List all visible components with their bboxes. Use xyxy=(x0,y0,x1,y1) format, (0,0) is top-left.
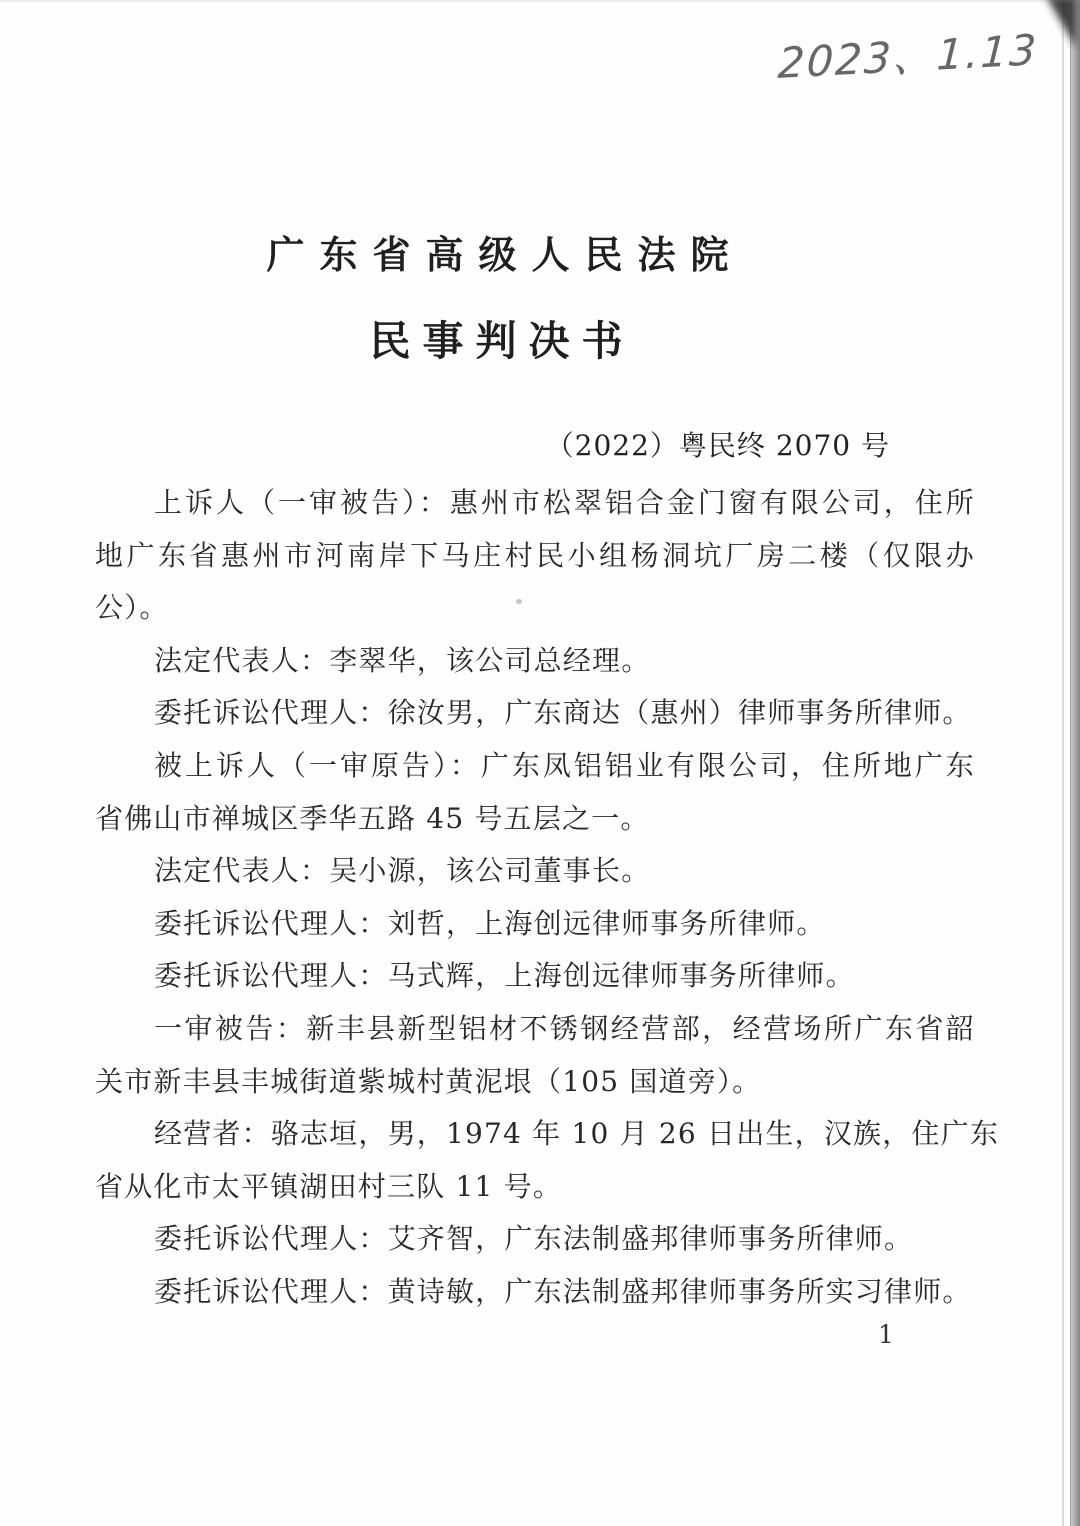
body-line: 关市新丰县丰城街道紫城村黄泥垠（105 国道旁）。 xyxy=(95,1064,762,1098)
paper-edge-line xyxy=(1062,0,1064,1526)
handwritten-date-annotation: 2023、1.13 xyxy=(776,25,1040,88)
body-line: 委托诉讼代理人：艾齐智，广东法制盛邦律师事务所律师。 xyxy=(154,1222,914,1256)
body-line: 委托诉讼代理人：马式辉，上海创远律师事务所律师。 xyxy=(154,959,855,993)
document-type-title: 民事判决书 xyxy=(369,317,635,365)
court-name-title: 广东省高级人民法院 xyxy=(266,232,744,277)
body-line: 公）。 xyxy=(95,591,169,625)
page-number: 1 xyxy=(878,1320,894,1349)
scan-corner-artifact xyxy=(1046,0,1076,48)
scan-top-edge-line xyxy=(0,0,1080,2)
case-number: （2022）粤民终 2070 号 xyxy=(545,429,890,462)
body-line: 委托诉讼代理人：黄诗敏，广东法制盛邦律师事务所实习律师。 xyxy=(154,1274,972,1308)
scan-edge-shadow xyxy=(1070,0,1080,1526)
body-line: 法定代表人：吴小源，该公司董事长。 xyxy=(154,854,651,888)
body-line: 上诉人（一审被告）：惠州市松翠铝合金门窗有限公司，住所 xyxy=(154,486,975,519)
body-line: 被上诉人（一审原告）：广东凤铝铝业有限公司，住所地广东 xyxy=(154,748,975,782)
body-line: 法定代表人：李翠华，该公司总经理。 xyxy=(154,643,651,677)
body-line: 一审被告：新丰县新型铝材不锈钢经营部，经营场所广东省韶 xyxy=(154,1011,975,1045)
body-line: 委托诉讼代理人：刘哲，上海创远律师事务所律师。 xyxy=(154,906,826,940)
judgment-parties-text xyxy=(95,477,1000,1319)
scan-speck-artifact xyxy=(516,599,522,604)
body-line: 省佛山市禅城区季华五路 45 号五层之一。 xyxy=(95,801,650,835)
body-line: 委托诉讼代理人：徐汝男，广东商达（惠州）律师事务所律师。 xyxy=(154,696,972,730)
body-line: 省从化市太平镇湖田村三队 11 号。 xyxy=(95,1169,563,1203)
body-line: 地广东省惠州市河南岸下马庄村民小组杨洞坑厂房二楼（仅限办 xyxy=(95,538,975,572)
body-line: 经营者：骆志垣，男，1974 年 10 月 26 日出生，汉族，住广东 xyxy=(154,1117,1000,1151)
